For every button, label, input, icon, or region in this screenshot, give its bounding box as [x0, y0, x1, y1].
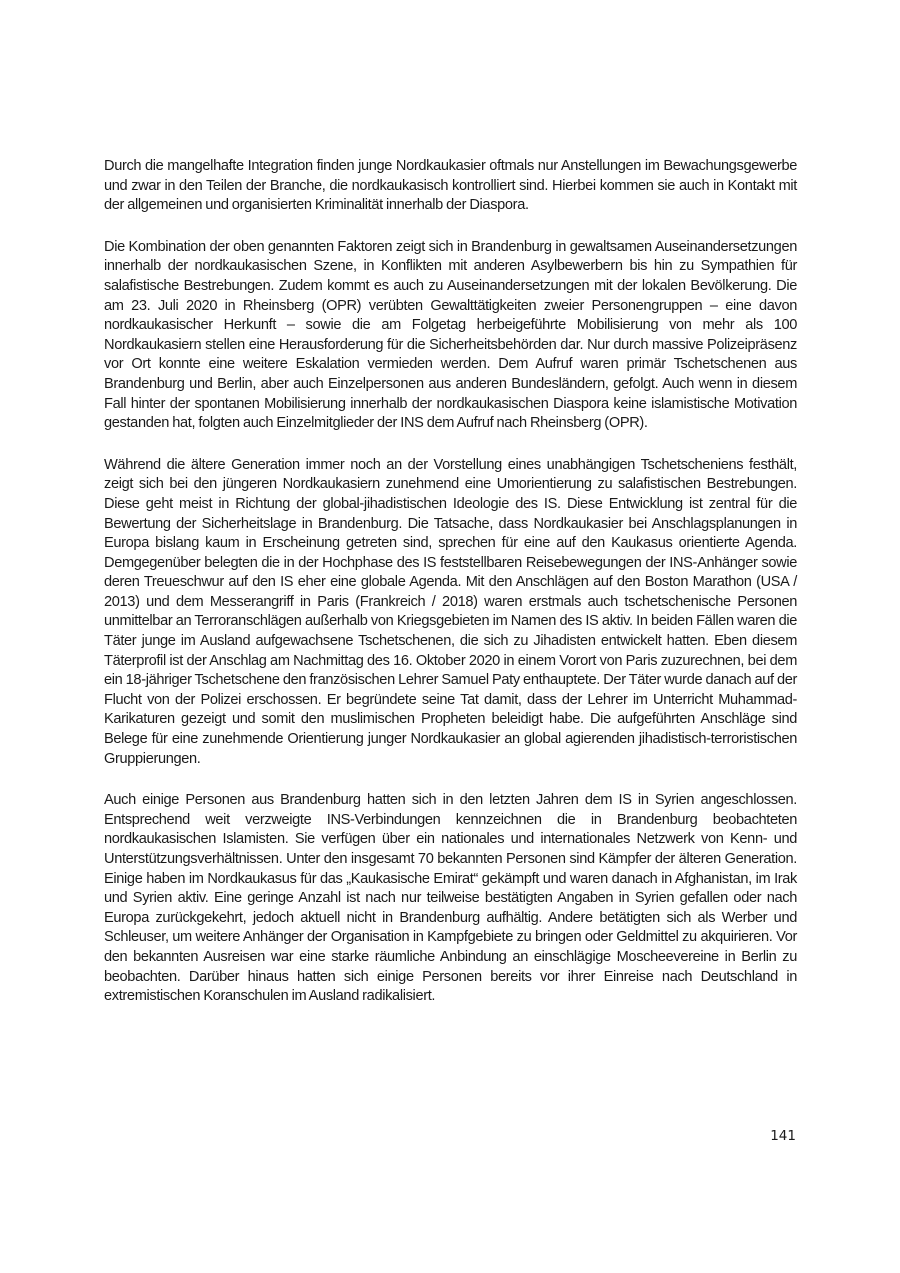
paragraph-networks: Auch einige Personen aus Brandenburg hatten sich in den letzten Jahren dem IS in Syrien angeschlossen. Entsprechend weit verzweigte INS-Verbindungen kennzeichnen die in Brandenburg beobachteten nordkaukasischen Islamisten. Sie verfügen über ein nationales und internationales Netzwerk von Kenn- und Unterstützungsverhältnissen. Unter den insgesamt 70 bekannten Personen sind Kämpfer der älteren Generation. Einige haben im Nordkaukasus für das „Kaukasische Emirat“ gekämpft und waren danach in Afghanistan, im Irak und Syrien aktiv. Eine geringe Anzahl ist nach nur teilweise bestätigten Angaben in Syrien gefallen oder nach Europa zurückgekehrt, jedoch aktuell nicht in Brandenburg aufhältig. Andere betätigten sich als Werber und Schleuser, um weitere Anhänger der Organisation in Kampfgebiete zu bringen oder Geldmittel zu akquirieren. Vor den bekannten Ausreisen war eine starke räumliche Anbindung an einschlägige Moscheevereine in Berlin zu beobachten. Darüber hinaus hatten sich einige Personen bereits vor ihrer Einreise nach Deutschland in extremistischen Koranschulen im Ausland radikalisiert.	[104, 792, 797, 1005]
body-text	[104, 157, 797, 1029]
page-number: 141	[770, 1128, 796, 1144]
paragraph-radicalization: Während die ältere Generation immer noch an der Vorstellung eines unabhängigen Tschetscheniens festhält, zeigt sich bei den jüngeren Nordkaukasiern zunehmend eine Umorientierung zu salafistischen Bestrebungen. Diese geht meist in Richtung der global-jihadistischen Ideologie des IS. Diese Entwicklung ist zentral für die Bewertung der Sicherheitslage in Brandenburg. Die Tatsache, dass Nordkaukasier bei Anschlagsplanungen in Europa bislang kaum in Erscheinung getreten sind, sprechen für eine auf den Kaukasus orientierte Agenda. Demgegenüber belegten die in der Hochphase des IS feststellbaren Reisebewegungen der INS-Anhänger sowie deren Treueschwur auf den IS eher eine globale Agenda. Mit den Anschlägen auf den Boston Marathon (USA / 2013) und dem Messerangriff in Paris (Frankreich / 2018) waren erstmals auch tschetschenische Personen unmittelbar an Terroranschlägen außerhalb von Kriegsgebieten im Namen des IS aktiv. In beiden Fällen waren die Täter junge im Ausland aufgewachsene Tschetschenen, die sich zu Jihadisten entwickelt hatten. Eben diesem Täterprofil ist der Anschlag am Nachmittag des 16. Oktober 2020 in einem Vorort von Paris zuzurechnen, bei dem ein 18-jähriger Tschetschene den französischen Lehrer Samuel Paty enthauptete. Der Täter wurde danach auf der Flucht von der Polizei erschossen. Er begründete seine Tat damit, dass der Lehrer im Unterricht Muhammad-Karikaturen gezeigt und somit den muslimischen Propheten beleidigt habe. Die aufgeführten Anschläge sind Belege für eine zunehmende Orientierung junger Nordkaukasier an global agierenden jihadistisch-terroristischen Gruppierungen.	[104, 456, 797, 767]
paragraph-conflicts: Die Kombination der oben genannten Faktoren zeigt sich in Brandenburg in gewaltsamen Auseinandersetzungen innerhalb der nordkaukasischen Szene, in Konflikten mit anderen Asylbewerbern bis hin zu Sympathien für salafistische Bestrebungen. Zudem kommt es auch zu Auseinandersetzungen mit der lokalen Bevölkerung. Die am 23. Juli 2020 in Rheinsberg (OPR) verübten Gewalttätigkeiten zweier Personengruppen – eine davon nordkaukasischer Herkunft – sowie die am Folgetag herbeigeführte Mobilisierung von mehr als 100 Nordkaukasiern stellen eine Herausforderung für die Sicherheitsbehörden dar. Nur durch massive Polizeipräsenz vor Ort konnte eine weitere Eskalation vermieden werden. Dem Aufruf waren primär Tschetschenen aus Brandenburg und Berlin, aber auch Einzelpersonen aus anderen Bundesländern, gefolgt. Auch wenn in diesem Fall hinter der spontanen Mobilisierung innerhalb der nordkaukasischen Diaspora keine islamistische Motivation gestanden hat, folgten auch Einzelmitglieder der INS dem Aufruf nach Rheinsberg (OPR).	[104, 238, 797, 432]
paragraph-integration: Durch die mangelhafte Integration finden junge Nordkaukasier oftmals nur Anstellungen im Bewachungsgewerbe und zwar in den Teilen der Branche, die nordkaukasisch kontrolliert sind. Hierbei kommen sie auch in Kontakt mit der allgemeinen und organisierten Kriminalität innerhalb der Diaspora.	[104, 158, 797, 214]
